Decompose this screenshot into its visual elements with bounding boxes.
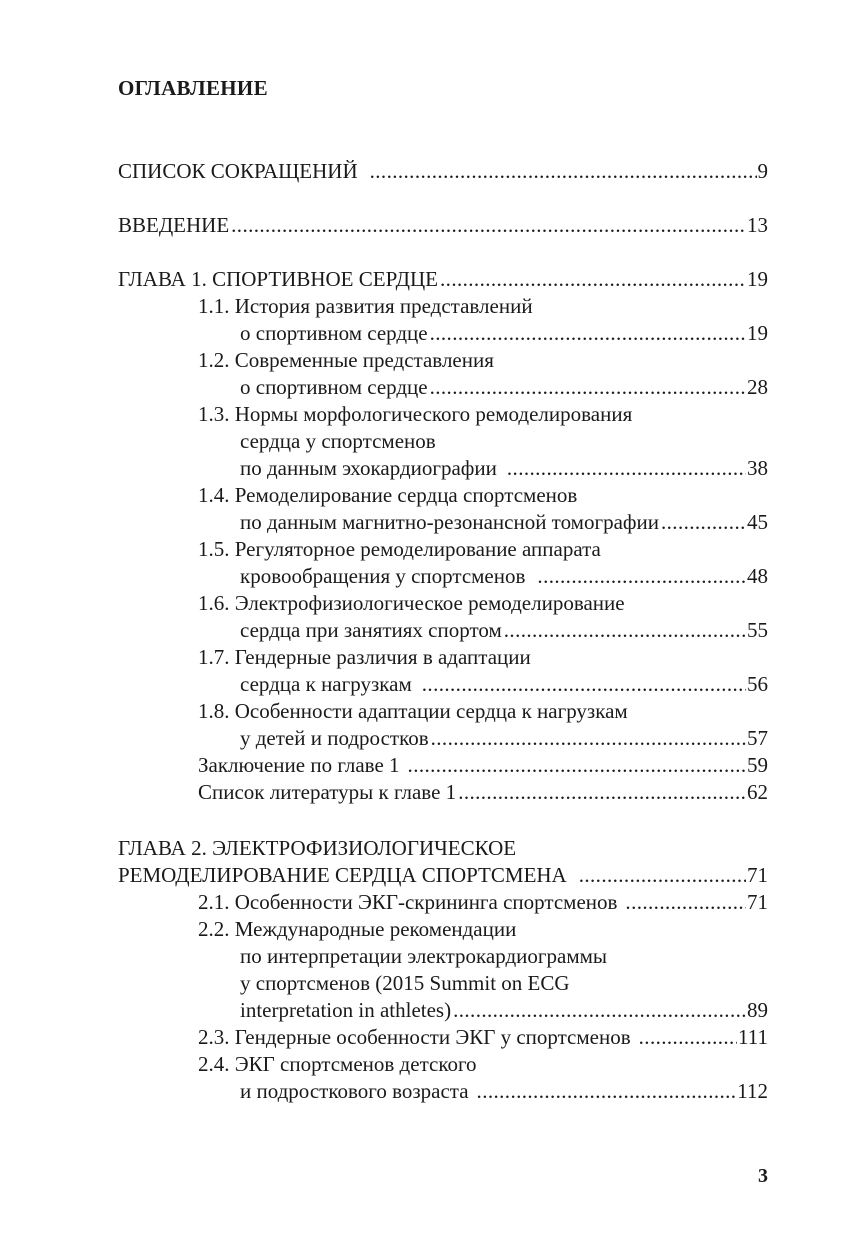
toc-entry-text: 2.1. Особенности ЭКГ-скрининга спортсменов [198, 890, 618, 914]
toc-section-2-4[interactable] [240, 1078, 768, 1105]
toc-section-1-5[interactable] [240, 563, 768, 590]
toc-section-2-2-line1[interactable]: 2.2. Международные рекомендации [198, 917, 517, 941]
toc-section-1-1[interactable] [240, 320, 768, 347]
toc-entry-text: и подросткового возраста [240, 1079, 469, 1103]
dot-leader [458, 779, 746, 806]
toc-page-number: 19 [747, 267, 768, 291]
toc-section-1-1-line1[interactable]: 1.1. История развития представлений [198, 294, 533, 318]
toc-entry-text: РЕМОДЕЛИРОВАНИЕ СЕРДЦА СПОРТСМЕНА [118, 863, 567, 887]
toc-entry-text: СПИСОК СОКРАЩЕНИЙ [118, 159, 358, 183]
toc-entry-introduction[interactable] [118, 212, 768, 239]
toc-entry-text: 2.3. Гендерные особенности ЭКГ у спортсменов [198, 1025, 631, 1049]
toc-page-number: 13 [747, 213, 768, 237]
page-number: 3 [758, 1165, 768, 1187]
dot-leader [504, 617, 746, 644]
dot-leader [430, 320, 746, 347]
toc-section-2-2-line2[interactable]: по интерпретации электрокардиограммы [240, 944, 608, 968]
toc-section-1-8[interactable] [240, 725, 768, 752]
toc-section-1-6-line1[interactable]: 1.6. Электрофизиологическое ремоделирование [198, 591, 625, 615]
toc-entry-abbreviations[interactable] [118, 158, 768, 185]
toc-chapter-1[interactable] [118, 266, 768, 293]
dot-leader [430, 374, 746, 401]
toc-page-number: 71 [747, 863, 768, 887]
toc-page-number: 19 [747, 321, 768, 345]
toc-entry-text: кровообращения у спортсменов [240, 564, 526, 588]
toc-section-1-7[interactable] [240, 671, 768, 698]
toc-page-number: 59 [747, 753, 768, 777]
toc-page-number: 45 [747, 510, 768, 534]
toc-section-2-4-line1[interactable]: 2.4. ЭКГ спортсменов детского [198, 1052, 477, 1076]
dot-leader [537, 563, 746, 590]
toc-chapter-2[interactable] [118, 862, 768, 889]
toc-entry-text: Заключение по главе 1 [198, 753, 400, 777]
toc-entry-text: сердца при занятиях спортом [240, 618, 502, 642]
toc-section-2-2-line3[interactable]: у спортсменов (2015 Summit on ECG [240, 971, 570, 995]
toc-entry-text: о спортивном сердце [240, 321, 428, 345]
toc-page-number: 38 [747, 456, 768, 480]
toc-section-1-6[interactable] [240, 617, 768, 644]
dot-leader [661, 509, 746, 536]
toc-page-number: 48 [747, 564, 768, 588]
toc-section-1-7-line1[interactable]: 1.7. Гендерные различия в адаптации [198, 645, 531, 669]
toc-section-1-3-line2[interactable]: сердца у спортсменов [240, 429, 436, 453]
dot-leader [507, 455, 746, 482]
toc-page-number: 89 [747, 998, 768, 1022]
dot-leader [453, 997, 746, 1024]
toc-section-1-2[interactable] [240, 374, 768, 401]
toc-page-number: 56 [747, 672, 768, 696]
toc-entry-text: Список литературы к главе 1 [198, 780, 457, 804]
toc-section-1-4-line1[interactable]: 1.4. Ремоделирование сердца спортсменов [198, 483, 578, 507]
toc-entry-text: interpretation in athletes) [240, 998, 452, 1022]
dot-leader [579, 862, 746, 889]
dot-leader [625, 889, 746, 916]
toc-entry-text: по данным эхокардиографии [240, 456, 497, 480]
toc-section-1-5-line1[interactable]: 1.5. Регуляторное ремоделирование аппарата [198, 537, 601, 561]
toc-entry-text: ГЛАВА 1. СПОРТИВНОЕ СЕРДЦЕ [118, 267, 439, 291]
toc-entry-text: по данным магнитно-резонансной томографии [240, 510, 659, 534]
toc-entry-text: сердца к нагрузкам [240, 672, 412, 696]
dot-leader [422, 671, 746, 698]
dot-leader [477, 1078, 737, 1105]
toc-entry-text: ВВЕДЕНИЕ [118, 213, 230, 237]
toc-chapter-2-line1[interactable]: ГЛАВА 2. ЭЛЕКТРОФИЗИОЛОГИЧЕСКОЕ [118, 836, 517, 860]
toc-page-number: 71 [747, 890, 768, 914]
toc-entry-text: у детей и подростков [240, 726, 429, 750]
dot-leader [231, 212, 746, 239]
dot-leader [370, 158, 757, 185]
toc-page-number: 111 [738, 1025, 768, 1049]
toc-section-2-1[interactable] [198, 889, 768, 916]
dot-leader [408, 752, 746, 779]
toc-section-1-4[interactable] [240, 509, 768, 536]
toc-page-number: 57 [747, 726, 768, 750]
toc-section-1-8-line1[interactable]: 1.8. Особенности адаптации сердца к нагрузкам [198, 699, 628, 723]
dot-leader [431, 725, 746, 752]
toc-section-1-3[interactable] [240, 455, 768, 482]
toc-page-number: 28 [747, 375, 768, 399]
toc-section-2-3[interactable] [198, 1024, 768, 1051]
toc-entry-text: о спортивном сердце [240, 375, 428, 399]
toc-page-number: 112 [737, 1079, 768, 1103]
toc-section-2-2[interactable] [240, 997, 768, 1024]
toc-page-number: 9 [757, 159, 768, 183]
page-title: ОГЛАВЛЕНИЕ [118, 76, 268, 100]
dot-leader [639, 1024, 737, 1051]
toc-section-1-3-line1[interactable]: 1.3. Нормы морфологического ремоделирования [198, 402, 633, 426]
toc-conclusion-chapter-1[interactable] [198, 752, 768, 779]
toc-page-number: 55 [747, 618, 768, 642]
toc-page-number: 62 [747, 780, 768, 804]
toc-section-1-2-line1[interactable]: 1.2. Современные представления [198, 348, 494, 372]
dot-leader [440, 266, 746, 293]
toc-references-chapter-1[interactable] [198, 779, 768, 806]
